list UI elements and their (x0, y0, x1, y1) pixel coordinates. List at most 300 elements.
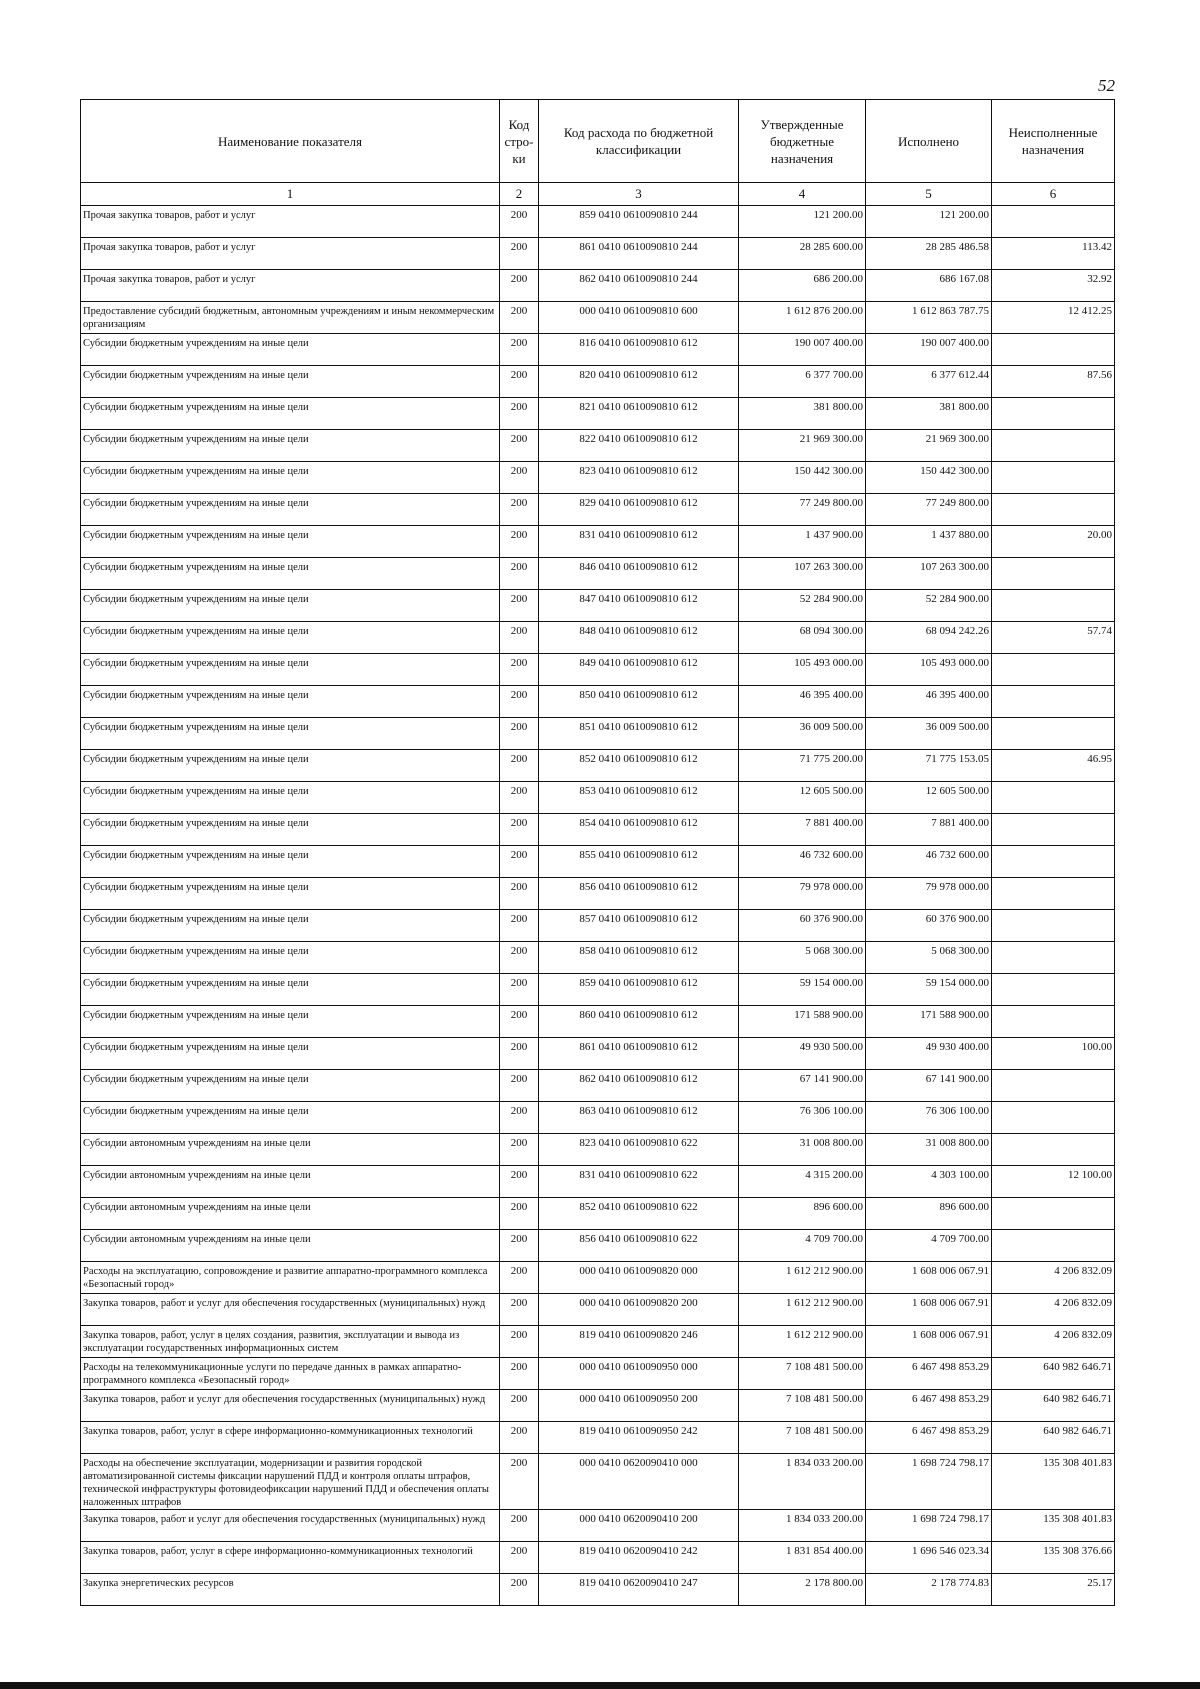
budget-code-cell: 000 0410 0610090820 000 (539, 1262, 739, 1294)
row-code-cell: 200 (500, 1102, 539, 1134)
budget-code-cell: 821 0410 0610090810 612 (539, 398, 739, 430)
unexecuted-amount-cell (992, 718, 1115, 750)
budget-code-cell: 861 0410 0610090810 244 (539, 238, 739, 270)
approved-amount-cell: 49 930 500.00 (739, 1038, 866, 1070)
column-number: 6 (992, 183, 1115, 206)
row-code-cell: 200 (500, 910, 539, 942)
executed-amount-cell: 31 008 800.00 (866, 1134, 992, 1166)
indicator-name-cell: Прочая закупка товаров, работ и услуг (81, 238, 500, 270)
table-row (81, 782, 1115, 814)
indicator-name-cell: Расходы на телекоммуникационные услуги по передаче данных в рамках аппаратно-программного комплекса «Безопасный город» (81, 1358, 500, 1390)
executed-amount-cell: 896 600.00 (866, 1198, 992, 1230)
table-row (81, 238, 1115, 270)
indicator-name-cell: Закупка товаров, работ, услуг в сфере информационно-коммуникационных технологий (81, 1542, 500, 1574)
table-row (81, 1326, 1115, 1358)
budget-code-cell: 859 0410 0610090810 244 (539, 206, 739, 238)
unexecuted-amount-cell: 46.95 (992, 750, 1115, 782)
indicator-name-cell: Предоставление субсидий бюджетным, автономным учреждениям и иным некоммерческим организациям (81, 302, 500, 334)
approved-amount-cell: 896 600.00 (739, 1198, 866, 1230)
row-code-cell: 200 (500, 1294, 539, 1326)
table-row (81, 1358, 1115, 1390)
unexecuted-amount-cell (992, 430, 1115, 462)
approved-amount-cell: 171 588 900.00 (739, 1006, 866, 1038)
row-code-cell: 200 (500, 1070, 539, 1102)
column-number: 4 (739, 183, 866, 206)
budget-code-cell: 000 0410 0620090410 000 (539, 1454, 739, 1510)
table-row (81, 526, 1115, 558)
row-code-cell: 200 (500, 270, 539, 302)
unexecuted-amount-cell: 87.56 (992, 366, 1115, 398)
approved-amount-cell: 12 605 500.00 (739, 782, 866, 814)
budget-code-cell: 831 0410 0610090810 622 (539, 1166, 739, 1198)
executed-amount-cell: 6 467 498 853.29 (866, 1358, 992, 1390)
table-row (81, 1294, 1115, 1326)
budget-code-cell: 850 0410 0610090810 612 (539, 686, 739, 718)
executed-amount-cell: 6 377 612.44 (866, 366, 992, 398)
table-row (81, 910, 1115, 942)
unexecuted-amount-cell (992, 494, 1115, 526)
indicator-name-cell: Субсидии бюджетным учреждениям на иные цели (81, 686, 500, 718)
table-row (81, 622, 1115, 654)
budget-code-cell: 853 0410 0610090810 612 (539, 782, 739, 814)
indicator-name-cell: Расходы на обеспечение эксплуатации, модернизации и развития городской автоматизированной системы фиксации нарушений ПДД и контроля оплаты штрафов, технической инфраструктуры фотовидеофиксации нарушений ПДД и обеспечения оплаты наложенных штрафов (81, 1454, 500, 1510)
unexecuted-amount-cell: 57.74 (992, 622, 1115, 654)
approved-amount-cell: 6 377 700.00 (739, 366, 866, 398)
table-row (81, 974, 1115, 1006)
executed-amount-cell: 60 376 900.00 (866, 910, 992, 942)
executed-amount-cell: 76 306 100.00 (866, 1102, 992, 1134)
approved-amount-cell: 686 200.00 (739, 270, 866, 302)
budget-code-cell: 859 0410 0610090810 612 (539, 974, 739, 1006)
unexecuted-amount-cell: 640 982 646.71 (992, 1358, 1115, 1390)
budget-code-cell: 856 0410 0610090810 622 (539, 1230, 739, 1262)
indicator-name-cell: Субсидии бюджетным учреждениям на иные цели (81, 846, 500, 878)
row-code-cell: 200 (500, 718, 539, 750)
executed-amount-cell: 68 094 242.26 (866, 622, 992, 654)
budget-code-cell: 863 0410 0610090810 612 (539, 1102, 739, 1134)
indicator-name-cell: Субсидии бюджетным учреждениям на иные цели (81, 942, 500, 974)
indicator-name-cell: Субсидии бюджетным учреждениям на иные цели (81, 558, 500, 590)
executed-amount-cell: 1 608 006 067.91 (866, 1262, 992, 1294)
table-row (81, 366, 1115, 398)
row-code-cell: 200 (500, 814, 539, 846)
approved-amount-cell: 150 442 300.00 (739, 462, 866, 494)
approved-amount-cell: 7 108 481 500.00 (739, 1422, 866, 1454)
budget-code-cell: 000 0410 0610090950 200 (539, 1390, 739, 1422)
row-code-cell: 200 (500, 1038, 539, 1070)
budget-code-cell: 854 0410 0610090810 612 (539, 814, 739, 846)
unexecuted-amount-cell (992, 1198, 1115, 1230)
unexecuted-amount-cell (992, 1006, 1115, 1038)
unexecuted-amount-cell: 4 206 832.09 (992, 1326, 1115, 1358)
executed-amount-cell: 49 930 400.00 (866, 1038, 992, 1070)
row-code-cell: 200 (500, 1358, 539, 1390)
row-code-cell: 200 (500, 1166, 539, 1198)
budget-code-cell: 851 0410 0610090810 612 (539, 718, 739, 750)
executed-amount-cell: 46 395 400.00 (866, 686, 992, 718)
unexecuted-amount-cell: 640 982 646.71 (992, 1422, 1115, 1454)
budget-code-cell: 823 0410 0610090810 612 (539, 462, 739, 494)
budget-code-cell: 823 0410 0610090810 622 (539, 1134, 739, 1166)
executed-amount-cell: 28 285 486.58 (866, 238, 992, 270)
header-approved: Утвержденные бюджетные назначения (739, 100, 866, 183)
indicator-name-cell: Субсидии бюджетным учреждениям на иные цели (81, 526, 500, 558)
executed-amount-cell: 46 732 600.00 (866, 846, 992, 878)
bottom-scan-border (0, 1682, 1200, 1689)
row-code-cell: 200 (500, 942, 539, 974)
table-row (81, 942, 1115, 974)
indicator-name-cell: Субсидии бюджетным учреждениям на иные цели (81, 622, 500, 654)
header-row (81, 100, 1115, 183)
budget-code-cell: 861 0410 0610090810 612 (539, 1038, 739, 1070)
table-row (81, 1070, 1115, 1102)
executed-amount-cell: 381 800.00 (866, 398, 992, 430)
table-row (81, 558, 1115, 590)
row-code-cell: 200 (500, 366, 539, 398)
row-code-cell: 200 (500, 878, 539, 910)
indicator-name-cell: Закупка товаров, работ, услуг в сфере информационно-коммуникационных технологий (81, 1422, 500, 1454)
budget-code-cell: 000 0410 0610090950 000 (539, 1358, 739, 1390)
table-row (81, 750, 1115, 782)
table-row (81, 1454, 1115, 1510)
executed-amount-cell: 150 442 300.00 (866, 462, 992, 494)
approved-amount-cell: 52 284 900.00 (739, 590, 866, 622)
row-code-cell: 200 (500, 494, 539, 526)
unexecuted-amount-cell: 20.00 (992, 526, 1115, 558)
budget-code-cell: 860 0410 0610090810 612 (539, 1006, 739, 1038)
executed-amount-cell: 12 605 500.00 (866, 782, 992, 814)
row-code-cell: 200 (500, 1006, 539, 1038)
header-unexecuted: Неисполненные назначения (992, 100, 1115, 183)
budget-code-cell: 847 0410 0610090810 612 (539, 590, 739, 622)
indicator-name-cell: Закупка товаров, работ, услуг в целях создания, развития, эксплуатации и вывода из эксплуатации государственных информационных систем (81, 1326, 500, 1358)
row-code-cell: 200 (500, 558, 539, 590)
approved-amount-cell: 76 306 100.00 (739, 1102, 866, 1134)
unexecuted-amount-cell (992, 910, 1115, 942)
executed-amount-cell: 121 200.00 (866, 206, 992, 238)
indicator-name-cell: Субсидии бюджетным учреждениям на иные цели (81, 1102, 500, 1134)
approved-amount-cell: 36 009 500.00 (739, 718, 866, 750)
row-code-cell: 200 (500, 1390, 539, 1422)
budget-code-cell: 855 0410 0610090810 612 (539, 846, 739, 878)
row-code-cell: 200 (500, 1510, 539, 1542)
indicator-name-cell: Субсидии бюджетным учреждениям на иные цели (81, 910, 500, 942)
budget-code-cell: 819 0410 0610090820 246 (539, 1326, 739, 1358)
unexecuted-amount-cell (992, 686, 1115, 718)
table-row (81, 590, 1115, 622)
approved-amount-cell: 1 831 854 400.00 (739, 1542, 866, 1574)
table-row (81, 1510, 1115, 1542)
column-number: 3 (539, 183, 739, 206)
budget-code-cell: 856 0410 0610090810 612 (539, 878, 739, 910)
approved-amount-cell: 71 775 200.00 (739, 750, 866, 782)
executed-amount-cell: 36 009 500.00 (866, 718, 992, 750)
unexecuted-amount-cell (992, 942, 1115, 974)
executed-amount-cell: 21 969 300.00 (866, 430, 992, 462)
indicator-name-cell: Субсидии автономным учреждениям на иные цели (81, 1166, 500, 1198)
indicator-name-cell: Закупка товаров, работ и услуг для обеспечения государственных (муниципальных) нужд (81, 1294, 500, 1326)
indicator-name-cell: Субсидии автономным учреждениям на иные цели (81, 1198, 500, 1230)
executed-amount-cell: 1 612 863 787.75 (866, 302, 992, 334)
executed-amount-cell: 7 881 400.00 (866, 814, 992, 846)
executed-amount-cell: 79 978 000.00 (866, 878, 992, 910)
row-code-cell: 200 (500, 1230, 539, 1262)
approved-amount-cell: 21 969 300.00 (739, 430, 866, 462)
row-code-cell: 200 (500, 1326, 539, 1358)
approved-amount-cell: 105 493 000.00 (739, 654, 866, 686)
approved-amount-cell: 1 612 876 200.00 (739, 302, 866, 334)
unexecuted-amount-cell (992, 782, 1115, 814)
unexecuted-amount-cell: 135 308 401.83 (992, 1510, 1115, 1542)
unexecuted-amount-cell (992, 878, 1115, 910)
indicator-name-cell: Субсидии бюджетным учреждениям на иные цели (81, 366, 500, 398)
executed-amount-cell: 1 608 006 067.91 (866, 1294, 992, 1326)
header-executed: Исполнено (866, 100, 992, 183)
approved-amount-cell: 7 881 400.00 (739, 814, 866, 846)
row-code-cell: 200 (500, 590, 539, 622)
unexecuted-amount-cell: 135 308 376.66 (992, 1542, 1115, 1574)
unexecuted-amount-cell: 113.42 (992, 238, 1115, 270)
indicator-name-cell: Субсидии бюджетным учреждениям на иные цели (81, 334, 500, 366)
table-row (81, 494, 1115, 526)
indicator-name-cell: Субсидии бюджетным учреждениям на иные цели (81, 1038, 500, 1070)
indicator-name-cell: Субсидии бюджетным учреждениям на иные цели (81, 1006, 500, 1038)
executed-amount-cell: 105 493 000.00 (866, 654, 992, 686)
unexecuted-amount-cell (992, 590, 1115, 622)
approved-amount-cell: 1 834 033 200.00 (739, 1454, 866, 1510)
budget-code-cell: 820 0410 0610090810 612 (539, 366, 739, 398)
row-code-cell: 200 (500, 1454, 539, 1510)
budget-code-cell: 852 0410 0610090810 622 (539, 1198, 739, 1230)
row-code-cell: 200 (500, 1134, 539, 1166)
budget-code-cell: 822 0410 0610090810 612 (539, 430, 739, 462)
budget-code-cell: 819 0410 0620090410 247 (539, 1574, 739, 1606)
unexecuted-amount-cell (992, 206, 1115, 238)
approved-amount-cell: 31 008 800.00 (739, 1134, 866, 1166)
header-row-code: Код стро- ки (500, 100, 539, 183)
indicator-name-cell: Субсидии бюджетным учреждениям на иные цели (81, 590, 500, 622)
approved-amount-cell: 5 068 300.00 (739, 942, 866, 974)
executed-amount-cell: 1 437 880.00 (866, 526, 992, 558)
executed-amount-cell: 190 007 400.00 (866, 334, 992, 366)
table-row (81, 654, 1115, 686)
table-row (81, 1574, 1115, 1606)
executed-amount-cell: 59 154 000.00 (866, 974, 992, 1006)
row-code-cell: 200 (500, 462, 539, 494)
approved-amount-cell: 1 437 900.00 (739, 526, 866, 558)
row-code-cell: 200 (500, 654, 539, 686)
executed-amount-cell: 4 709 700.00 (866, 1230, 992, 1262)
indicator-name-cell: Субсидии автономным учреждениям на иные цели (81, 1230, 500, 1262)
table-row (81, 1422, 1115, 1454)
approved-amount-cell: 67 141 900.00 (739, 1070, 866, 1102)
approved-amount-cell: 2 178 800.00 (739, 1574, 866, 1606)
approved-amount-cell: 59 154 000.00 (739, 974, 866, 1006)
approved-amount-cell: 60 376 900.00 (739, 910, 866, 942)
indicator-name-cell: Субсидии бюджетным учреждениям на иные цели (81, 462, 500, 494)
row-code-cell: 200 (500, 686, 539, 718)
unexecuted-amount-cell: 640 982 646.71 (992, 1390, 1115, 1422)
unexecuted-amount-cell: 32.92 (992, 270, 1115, 302)
executed-amount-cell: 5 068 300.00 (866, 942, 992, 974)
budget-code-cell: 000 0410 0610090810 600 (539, 302, 739, 334)
table-row (81, 270, 1115, 302)
indicator-name-cell: Закупка товаров, работ и услуг для обеспечения государственных (муниципальных) нужд (81, 1510, 500, 1542)
page-number: 52 (1098, 76, 1115, 95)
unexecuted-amount-cell (992, 814, 1115, 846)
indicator-name-cell: Расходы на эксплуатацию, сопровождение и развитие аппаратно-программного комплекса «Безопасный город» (81, 1262, 500, 1294)
executed-amount-cell: 686 167.08 (866, 270, 992, 302)
table-row (81, 1166, 1115, 1198)
column-number: 1 (81, 183, 500, 206)
row-code-cell: 200 (500, 526, 539, 558)
unexecuted-amount-cell: 12 100.00 (992, 1166, 1115, 1198)
unexecuted-amount-cell (992, 1070, 1115, 1102)
unexecuted-amount-cell: 25.17 (992, 1574, 1115, 1606)
row-code-cell: 200 (500, 782, 539, 814)
executed-amount-cell: 67 141 900.00 (866, 1070, 992, 1102)
table-row (81, 1390, 1115, 1422)
unexecuted-amount-cell: 135 308 401.83 (992, 1454, 1115, 1510)
approved-amount-cell: 46 395 400.00 (739, 686, 866, 718)
budget-execution-table (80, 99, 1115, 1606)
budget-code-cell: 000 0410 0620090410 200 (539, 1510, 739, 1542)
approved-amount-cell: 4 709 700.00 (739, 1230, 866, 1262)
executed-amount-cell: 52 284 900.00 (866, 590, 992, 622)
row-code-cell: 200 (500, 398, 539, 430)
unexecuted-amount-cell (992, 558, 1115, 590)
table-row (81, 1542, 1115, 1574)
column-number: 5 (866, 183, 992, 206)
approved-amount-cell: 4 315 200.00 (739, 1166, 866, 1198)
budget-code-cell: 858 0410 0610090810 612 (539, 942, 739, 974)
row-code-cell: 200 (500, 1262, 539, 1294)
approved-amount-cell: 1 612 212 900.00 (739, 1262, 866, 1294)
budget-code-cell: 862 0410 0610090810 244 (539, 270, 739, 302)
indicator-name-cell: Субсидии бюджетным учреждениям на иные цели (81, 398, 500, 430)
budget-code-cell: 000 0410 0610090820 200 (539, 1294, 739, 1326)
budget-code-cell: 816 0410 0610090810 612 (539, 334, 739, 366)
unexecuted-amount-cell: 12 412.25 (992, 302, 1115, 334)
table-row (81, 206, 1115, 238)
unexecuted-amount-cell: 4 206 832.09 (992, 1294, 1115, 1326)
row-code-cell: 200 (500, 1542, 539, 1574)
unexecuted-amount-cell (992, 1134, 1115, 1166)
indicator-name-cell: Субсидии бюджетным учреждениям на иные цели (81, 974, 500, 1006)
table-row (81, 302, 1115, 334)
row-code-cell: 200 (500, 750, 539, 782)
unexecuted-amount-cell (992, 462, 1115, 494)
executed-amount-cell: 1 696 546 023.34 (866, 1542, 992, 1574)
row-code-cell: 200 (500, 206, 539, 238)
row-code-cell: 200 (500, 846, 539, 878)
table-row (81, 718, 1115, 750)
unexecuted-amount-cell: 100.00 (992, 1038, 1115, 1070)
budget-code-cell: 862 0410 0610090810 612 (539, 1070, 739, 1102)
approved-amount-cell: 28 285 600.00 (739, 238, 866, 270)
approved-amount-cell: 107 263 300.00 (739, 558, 866, 590)
unexecuted-amount-cell: 4 206 832.09 (992, 1262, 1115, 1294)
unexecuted-amount-cell (992, 846, 1115, 878)
table-row (81, 1262, 1115, 1294)
indicator-name-cell: Прочая закупка товаров, работ и услуг (81, 206, 500, 238)
unexecuted-amount-cell (992, 1230, 1115, 1262)
row-code-cell: 200 (500, 302, 539, 334)
table-row (81, 334, 1115, 366)
approved-amount-cell: 381 800.00 (739, 398, 866, 430)
table-row (81, 814, 1115, 846)
budget-code-cell: 829 0410 0610090810 612 (539, 494, 739, 526)
approved-amount-cell: 68 094 300.00 (739, 622, 866, 654)
table-row (81, 1038, 1115, 1070)
indicator-name-cell: Субсидии бюджетным учреждениям на иные цели (81, 718, 500, 750)
table-row (81, 398, 1115, 430)
indicator-name-cell: Субсидии бюджетным учреждениям на иные цели (81, 878, 500, 910)
indicator-name-cell: Субсидии автономным учреждениям на иные цели (81, 1134, 500, 1166)
table-body (81, 206, 1115, 1606)
approved-amount-cell: 79 978 000.00 (739, 878, 866, 910)
approved-amount-cell: 46 732 600.00 (739, 846, 866, 878)
indicator-name-cell: Субсидии бюджетным учреждениям на иные цели (81, 750, 500, 782)
table-row (81, 1102, 1115, 1134)
header-budget-code: Код расхода по бюджетной классификации (539, 100, 739, 183)
budget-code-cell: 848 0410 0610090810 612 (539, 622, 739, 654)
table-row (81, 686, 1115, 718)
row-code-cell: 200 (500, 334, 539, 366)
table-row (81, 878, 1115, 910)
row-code-cell: 200 (500, 430, 539, 462)
executed-amount-cell: 171 588 900.00 (866, 1006, 992, 1038)
indicator-name-cell: Субсидии бюджетным учреждениям на иные цели (81, 814, 500, 846)
approved-amount-cell: 1 834 033 200.00 (739, 1510, 866, 1542)
table-row (81, 1198, 1115, 1230)
approved-amount-cell: 7 108 481 500.00 (739, 1358, 866, 1390)
row-code-cell: 200 (500, 238, 539, 270)
row-code-cell: 200 (500, 1198, 539, 1230)
unexecuted-amount-cell (992, 398, 1115, 430)
approved-amount-cell: 1 612 212 900.00 (739, 1294, 866, 1326)
budget-code-cell: 852 0410 0610090810 612 (539, 750, 739, 782)
unexecuted-amount-cell (992, 334, 1115, 366)
row-code-cell: 200 (500, 974, 539, 1006)
executed-amount-cell: 6 467 498 853.29 (866, 1390, 992, 1422)
table-row (81, 462, 1115, 494)
table-row (81, 846, 1115, 878)
indicator-name-cell: Прочая закупка товаров, работ и услуг (81, 270, 500, 302)
indicator-name-cell: Субсидии бюджетным учреждениям на иные цели (81, 782, 500, 814)
unexecuted-amount-cell (992, 974, 1115, 1006)
table-row (81, 1134, 1115, 1166)
column-number-row (81, 183, 1115, 206)
approved-amount-cell: 121 200.00 (739, 206, 866, 238)
budget-code-cell: 846 0410 0610090810 612 (539, 558, 739, 590)
table-row (81, 1006, 1115, 1038)
budget-code-cell: 849 0410 0610090810 612 (539, 654, 739, 686)
indicator-name-cell: Субсидии бюджетным учреждениям на иные цели (81, 494, 500, 526)
budget-code-cell: 819 0410 0610090950 242 (539, 1422, 739, 1454)
approved-amount-cell: 190 007 400.00 (739, 334, 866, 366)
executed-amount-cell: 4 303 100.00 (866, 1166, 992, 1198)
budget-code-cell: 831 0410 0610090810 612 (539, 526, 739, 558)
table-row (81, 1230, 1115, 1262)
executed-amount-cell: 1 698 724 798.17 (866, 1454, 992, 1510)
approved-amount-cell: 7 108 481 500.00 (739, 1390, 866, 1422)
table-row (81, 430, 1115, 462)
approved-amount-cell: 1 612 212 900.00 (739, 1326, 866, 1358)
unexecuted-amount-cell (992, 1102, 1115, 1134)
executed-amount-cell: 107 263 300.00 (866, 558, 992, 590)
executed-amount-cell: 1 608 006 067.91 (866, 1326, 992, 1358)
